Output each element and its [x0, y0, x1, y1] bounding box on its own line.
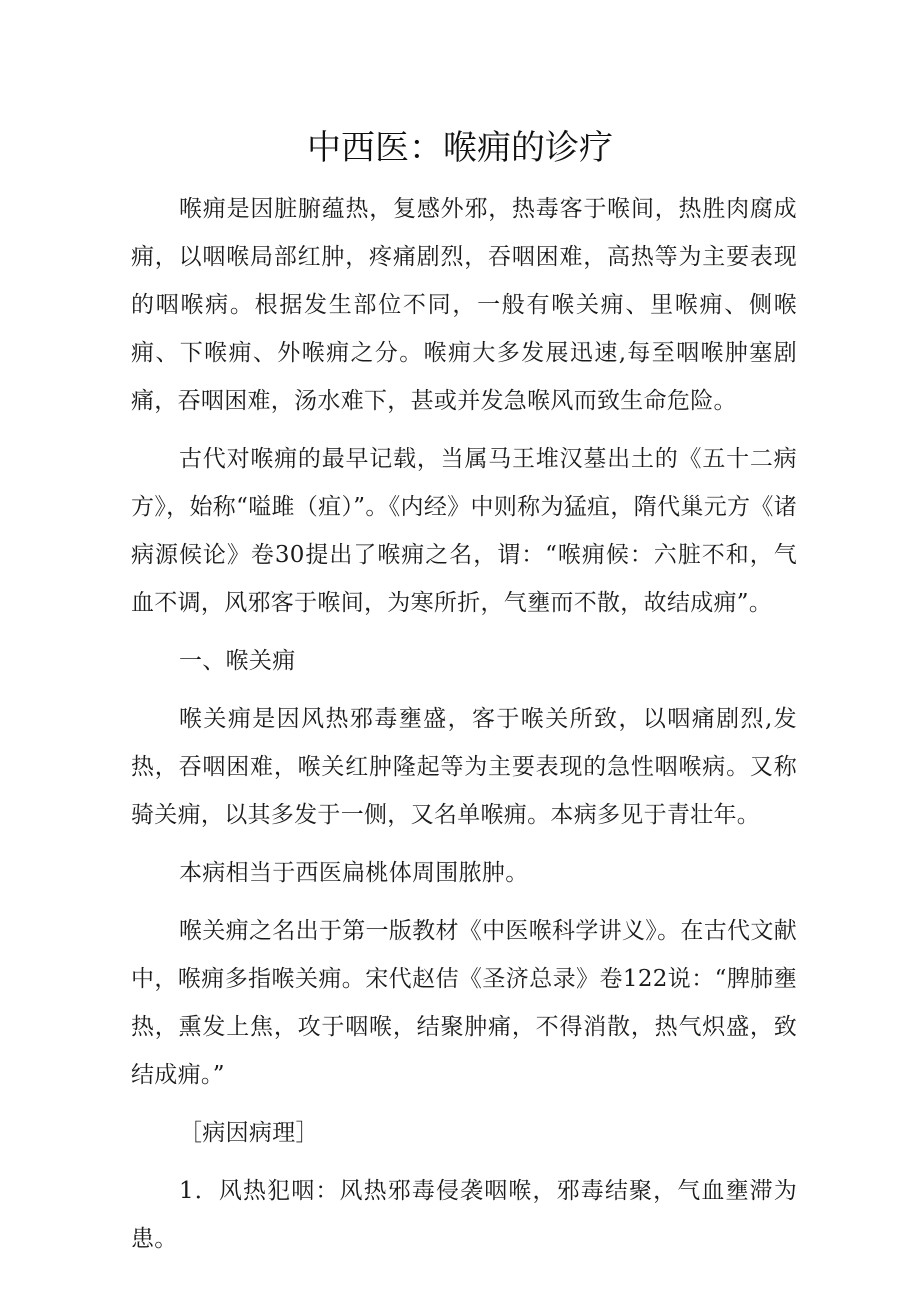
section-heading-houguanyong: 一、喉关痈 [179, 648, 296, 674]
paragraph-name-origin: 喉关痈之名出于第一版教材《中医喉科学讲义》。在古代文献中，喉痈多指喉关痈。宋代赵佶《圣济总录》卷122说：“脾肺壅热，熏发上焦，攻于咽喉，结聚肿痛，不得消散，热气炽盛，致结成痈。” [131, 918, 797, 1088]
paragraph-intro: 喉痈是因脏腑蕴热，复感外邪，热毒客于喉间，热胜肉腐成痈，以咽喉局部红肿，疼痛剧烈，吞咽困难，高热等为主要表现的咽喉病。根据发生部位不同，一般有喉关痈、里喉痈、侧喉痈、下喉痈、外喉痈之分。喉痈大多发展迅速,每至咽喉肿塞剧痛，吞咽困难，汤水难下，甚或并发急喉风而致生命危险。 [131, 196, 797, 414]
document-title: 中西医：喉痈的诊疗 [307, 128, 613, 168]
paragraph-western-equivalent: 本病相当于西医扁桃体周围脓肿。 [179, 860, 529, 886]
document-body [131, 185, 797, 1273]
paragraph-definition: 喉关痈是因风热邪毒壅盛，客于喉关所致，以咽痛剧烈,发热，吞咽困难，喉关红肿隆起等为主要表现的急性咽喉病。又称骑关痈，以其多发于一侧，又名单喉痈。本病多见于青壮年。 [131, 706, 797, 828]
paragraph-history: 古代对喉痈的最早记载，当属马王堆汉墓出土的《五十二病方》，始称“嗌雎（疽）”。《内经》中则称为猛疽，隋代巢元方《诸病源候论》卷30提出了喉痈之名，谓：“喉痈候：六脏不和，气血不调，风邪客于喉间，为寒所折，气壅而不散，故结成痈”。 [131, 446, 797, 616]
subheading-etiology: ［病因病理］ [179, 1120, 319, 1146]
list-item-wind-heat: 1．风热犯咽：风热邪毒侵袭咽喉，邪毒结聚，气血壅滞为患。 [131, 1178, 797, 1252]
